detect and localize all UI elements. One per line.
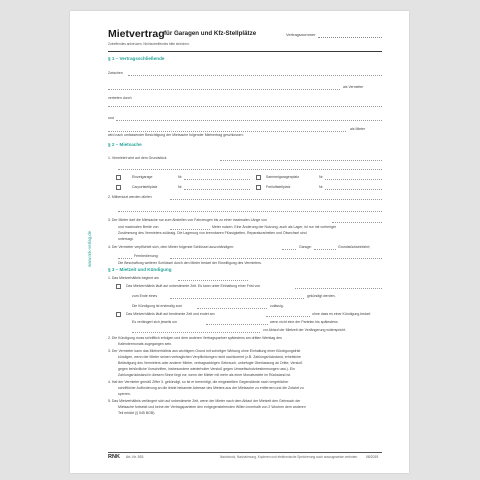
remote-field[interactable] [170, 258, 382, 259]
remote-count-field[interactable] [118, 258, 132, 259]
zwischen-label: Zwischen [108, 71, 123, 75]
publisher-logo: RNK [108, 454, 120, 460]
max-length-field[interactable] [332, 222, 382, 223]
und-label: und [108, 116, 114, 120]
s3-p3-line-1: 3. Der Vermieter kann das Mietverhältnis aus wichtigem Grund mit sofortiger Wirkung ohne Einhaltung einer Kündigungsfrist [108, 349, 301, 353]
einzelgarage-label: Einzelgarage [132, 175, 153, 179]
first-notice-field[interactable] [197, 308, 267, 309]
carport-nr-field[interactable] [184, 189, 250, 190]
sammelgarage-checkbox[interactable] [256, 175, 261, 180]
section-1-closing: wird nach umfassender Besichtigung der Mietsache folgender Mietvertrag geschlossen: [108, 133, 244, 137]
s2-p3-line-2: und maximalen Breite von [118, 225, 159, 229]
als-vermieter-label: als Vermieter [343, 85, 364, 89]
tenant-address-field[interactable] [108, 131, 346, 132]
opt2-line-1: Das Mietverhältnis läuft auf bestimmte Zeit und endet am [126, 312, 215, 316]
opt2-line-1b: ohne dass es einer Kündigung bedarf. [312, 312, 372, 316]
landlord-address-field[interactable] [108, 89, 340, 90]
remote-label: Fernbedienung: [134, 254, 159, 258]
objection-deadline-field[interactable] [132, 332, 260, 333]
contract-number-field[interactable] [318, 37, 382, 38]
start-date-field[interactable] [178, 280, 248, 281]
tenant-name-field[interactable] [116, 120, 382, 121]
section-2-heading: § 2 – Mietsache [108, 142, 142, 147]
extension-field[interactable] [206, 324, 268, 325]
einzelgarage-nr-field[interactable] [184, 179, 250, 180]
s3-p1-label: 1. Das Mietverhältnis beginnt am [108, 276, 159, 280]
s3-p3-line-3: Belästigung des Vermieters oder anderer Mieter, vertragswidrigen Gebrauch, unbefugte Überlassung an Dritte, Verstoß [118, 361, 303, 365]
shared-use-field[interactable] [170, 199, 382, 200]
s3-p3-line-5: Zahlungsrückstand in diesem Sinne liegt vor, wenn der Mieter mit mehr als einer Monatsmiete im Rückstand ist. [118, 373, 291, 377]
freiluft-checkbox[interactable] [256, 185, 261, 190]
einzelgarage-nr-label: Nr. [178, 175, 183, 179]
freiluft-nr-label: Nr. [319, 185, 324, 189]
publisher-url: www.rnk-verlag.de [87, 230, 92, 267]
freiluft-label: Freiluftstellplatz [266, 185, 291, 189]
s3-p4-line-1: 4. Hat der Vermieter gemäß Ziffer 3. gekündigt, so ist er berechtigt, die eingestellten Gegenstände nach vergeblicher [108, 380, 289, 384]
freiluft-nr-field[interactable] [325, 189, 382, 190]
s2-p4-line-1: 4. Der Vermieter verpflichtet sich, dem Mieter folgende Schlüssel auszuhändigen: [108, 245, 235, 249]
contract-number-label: Vertragsnummer [286, 32, 316, 37]
end-date-field[interactable] [266, 316, 310, 317]
landlord-name-field[interactable] [128, 75, 382, 76]
sammelgarage-label: Sammelgaragenplatz [266, 175, 300, 179]
s2-p3-line-3: Zustimmung des Vermieters zulässig. Die Lagerung von brennbaren Flüssigkeiten, Reparaturarbeiten und Ölwechsel sind [118, 231, 307, 235]
opt1-line-3: Die Kündigung ist erstmalig zum [132, 304, 183, 308]
carport-nr-label: Nr. [178, 185, 183, 189]
s2-p2-label: 2. Mitbenutzt werden dürfen: [108, 195, 153, 199]
garage-key-field[interactable] [314, 249, 336, 250]
sammelgarage-nr-field[interactable] [325, 179, 382, 180]
fill-hint-line-1: Zutreffendes ankreuzen. Nichtzutreffendes bitte streichen. [108, 42, 190, 46]
notice-period-field[interactable] [295, 288, 382, 289]
s3-p3-line-2: kündigen, wenn der Mieter seinen vertraglichen Verpflichtungen nicht nachkommt (z.B. Zahlungsrückstand, erhebliche [118, 355, 301, 359]
opt1-zulaessig: zulässig. [270, 304, 284, 308]
s3-p4-line-2: schriftlicher Aufforderung an die letzte bekannte Adresse des Mieters aus der Mietsache zu entfernen und die Zufahrt zu [118, 386, 304, 390]
fixed-term-checkbox[interactable] [116, 312, 121, 317]
opt2-line-3: vor Ablauf der Mietzeit der Verlängerung widerspricht. [263, 328, 347, 332]
gate-key-label: Grundstückseinfahrt; [338, 245, 371, 249]
s3-p3-line-4: gegen behördliche Vorschriften, insbesondere wiederholter Verstoß gegen Umweltschutzbestimmungen usw.). Ein [118, 367, 295, 371]
article-number: Art.-Nr. 553 [126, 455, 144, 459]
als-mieter-label: als Mieter [350, 127, 366, 131]
unlimited-term-checkbox[interactable] [116, 284, 121, 289]
s2-p3-line-2b: Meter nutzen. Eine Änderung der Nutzung, auch als Lager, ist nur mit vorheriger [212, 225, 337, 229]
contract-page [70, 11, 409, 473]
shared-use-field-2[interactable] [118, 211, 382, 212]
footer-rule [108, 452, 382, 453]
vertreten-label: vertreten durch [108, 96, 132, 100]
property-field-2[interactable] [118, 169, 382, 170]
einzelgarage-checkbox[interactable] [116, 175, 121, 180]
section-1-heading: § 1 – Vertragsschließende [108, 56, 165, 61]
property-field[interactable] [220, 160, 382, 161]
notice-end-field[interactable] [170, 298, 304, 299]
opt1-line-2: zum Ende eines [132, 294, 158, 298]
copyright-notice: Nachdruck, Nachahmung, Kopieren und elektronische Speicherung auch auszugsweise verboten. [220, 455, 359, 459]
carport-checkbox[interactable] [116, 185, 121, 190]
s2-p3-line-1: 3. Der Mieter darf die Mietsache nur zum Abstellen von Fahrzeugen bis zu einer maximalen Länge von [108, 218, 267, 222]
opt2-line-2b: wenn nicht eine der Parteien bis spätestens [270, 320, 338, 324]
document-title: Mietvertrag [108, 28, 165, 40]
key-count-field[interactable] [282, 249, 296, 250]
sammelgarage-nr-label: Nr. [319, 175, 324, 179]
fill-hint [108, 43, 190, 47]
section-3-heading: § 3 – Mietzeit und Kündigung [108, 267, 172, 272]
opt2-line-2: Es verlängert sich jeweils um [132, 320, 178, 324]
s3-p5-line-1: 5. Das Mietverhältnis verlängert sich auf unbestimmte Zeit, wenn der Mieter nach dem Ablauf der Mietzeit den Gebrauch der [108, 399, 301, 403]
s2-p3-line-4: untersagt. [118, 237, 134, 241]
s2-p1-label: 1. Vermietet wird auf dem Grundstück [108, 156, 167, 160]
opt1-gekuendigt: gekündigt werden. [307, 294, 336, 298]
s3-p5-line-3: Teil erklärt (§ 545 BGB). [118, 411, 156, 415]
document-subtitle: für Garagen und Kfz-Stellplätze [164, 30, 257, 37]
garage-key-label: Garage: [299, 245, 312, 249]
edition-date: 08/2019 [366, 455, 379, 459]
header-rule [108, 51, 382, 52]
opt1-line-1: Das Mietverhältnis läuft auf unbestimmte Zeit. Es kann unter Einhaltung einer Frist von [126, 284, 261, 288]
s2-p4-line-2: Die Beschaffung weiterer Schlüssel durch den Mieter bedarf der Einwilligung des Vermieters. [118, 261, 262, 265]
s3-p5-line-2: Mietsache fortsetzt und keine der Vertragsparteien den entgegenstehenden Willen innerhalb von 2 Wochen dem anderen [118, 405, 306, 409]
max-width-field[interactable] [170, 229, 210, 230]
carport-label: Carportstellplatz [132, 185, 158, 189]
representative-field[interactable] [108, 106, 382, 107]
s3-p2-line-2: Kalendermonats zugegangen sein. [118, 342, 173, 346]
s3-p2-line-1: 2. Die Kündigung muss schriftlich erfolgen und dem anderen Vertragspartner spätestens am dritten Werktag des [108, 336, 282, 340]
s3-p4-line-3: sperren. [118, 392, 131, 396]
